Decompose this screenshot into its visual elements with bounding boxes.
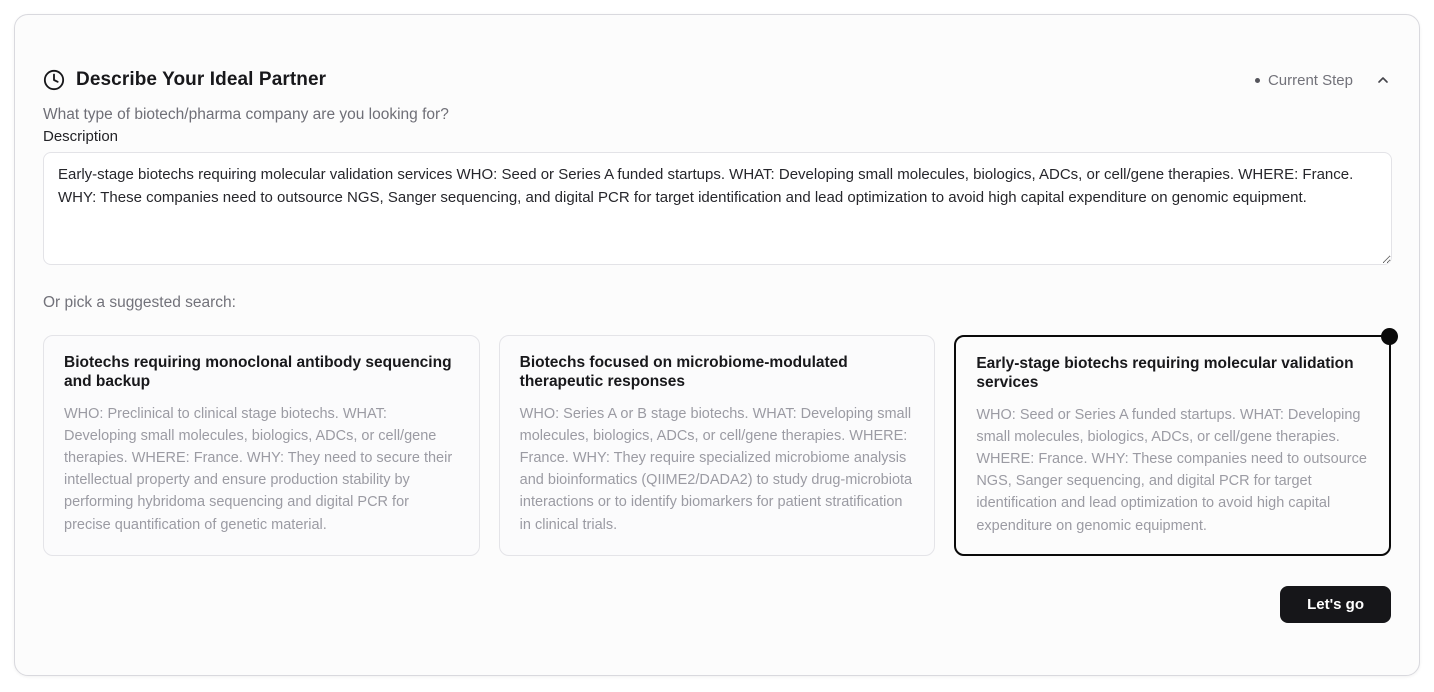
suggestion-cards-row — [43, 335, 1391, 556]
chevron-up-icon[interactable] — [1375, 72, 1391, 88]
question-text: What type of biotech/pharma company are you looking for? — [43, 106, 449, 123]
current-step-dot — [1255, 78, 1260, 83]
suggestion-card-body: WHO: Preclinical to clinical stage biotechs. WHAT: Developing small molecules, biologics, ADCs, or cell/gene therapies. WHERE: France. WHY: They need to secure their intellectual property and ensure production stability by performing hybridoma sequencing and digital PCR for precise quantification of genetic material. — [64, 405, 453, 533]
page-title: Describe Your Ideal Partner — [76, 69, 327, 90]
suggestion-card-title: Biotechs requiring monoclonal antibody sequencing and backup — [64, 354, 452, 391]
suggestion-card-molecular-validation[interactable] — [954, 335, 1391, 556]
description-label: Description — [43, 128, 119, 145]
lets-go-button[interactable]: Let's go — [1280, 586, 1391, 623]
description-textarea[interactable] — [43, 152, 1392, 265]
suggestion-card-microbiome[interactable] — [499, 335, 936, 556]
suggestion-card-title: Biotechs focused on microbiome-modulated therapeutic responses — [519, 354, 848, 391]
suggestion-card-body: WHO: Seed or Series A funded startups. WHAT: Developing small molecules, biologics, ADCs, or cell/gene therapies. WHERE: France. WHY: These companies need to outsource NGS, Sanger sequencing, and digital PCR for target identification and lead optimization to avoid high capital expenditure on genomic equipment. — [976, 406, 1367, 534]
current-step-badge — [1255, 72, 1353, 89]
suggestion-card-body: WHO: Series A or B stage biotechs. WHAT: Developing small molecules, biologics, ADCs, or cell/gene therapies. WHERE: France. WHY: They require specialized microbiome analysis and bioinformatics (QIIME2/DADA2) to study drug-microbiota interactions or to identify biomarkers for patient stratification in clinical trials. — [519, 405, 913, 533]
panel-footer — [43, 586, 1391, 623]
suggestions-intro: Or pick a suggested search: — [43, 294, 236, 311]
suggestion-card-title: Early-stage biotechs requiring molecular validation services — [976, 355, 1354, 392]
current-step-label: Current Step — [1267, 71, 1353, 89]
suggestion-card-monoclonal[interactable] — [43, 335, 480, 556]
panel-header — [43, 69, 1391, 91]
selected-indicator-dot — [1381, 328, 1398, 345]
clock-icon — [43, 69, 65, 91]
ideal-partner-panel — [14, 14, 1420, 676]
